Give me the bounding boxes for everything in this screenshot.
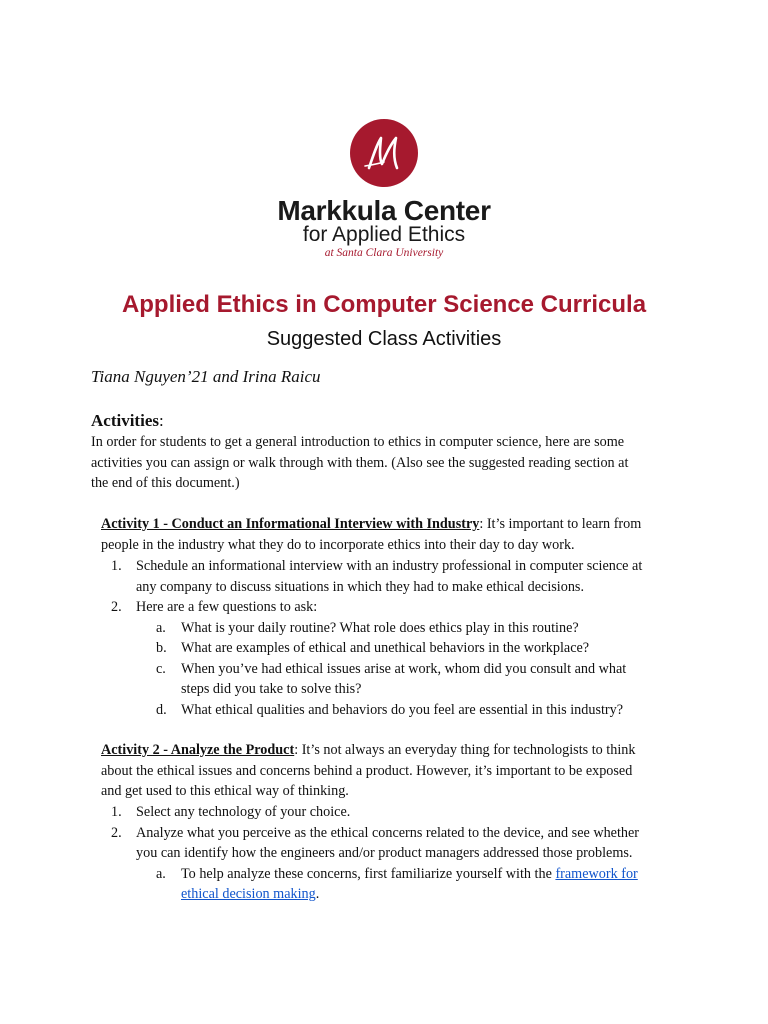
markkula-m-emblem-icon	[349, 118, 419, 188]
intro-line: the end of this document.)	[91, 475, 240, 491]
question-item: c. When you’ve had ethical issues arise at work, whom did you consult and what steps did you take to solve this?	[156, 660, 627, 697]
logo-subtitle: for Applied Ethics	[302, 223, 466, 246]
activity-2-list	[91, 802, 691, 905]
list-item: 2. Analyze what you perceive as the ethical concerns related to the device, and see whether you can identify how the engineers and/or product managers addressed those problems.	[111, 824, 640, 861]
logo-tagline: at Santa Clara University	[324, 247, 444, 259]
list-item: 2. Here are a few questions to ask:	[111, 599, 318, 615]
activity-1-intro: Activity 1 - Conduct an Informational Interview with Industry: It’s important to learn from people in the industry what they do to incorporate ethics into their day to day work.	[101, 516, 642, 553]
activities-heading: Activities:	[91, 411, 164, 430]
document-subtitle: Suggested Class Activities	[266, 328, 502, 350]
question-item: b. What are examples of ethical and unethical behaviors in the workplace?	[156, 640, 590, 656]
activity-1-title: Activity 1 - Conduct an Informational Interview with Industry	[101, 516, 480, 532]
logo-name: Markkula Center	[277, 195, 491, 226]
activity-2-title: Activity 2 - Analyze the Product	[101, 742, 295, 758]
activity-1-list	[91, 556, 691, 720]
question-item: a. What is your daily routine? What role does ethics play in this routine?	[156, 619, 579, 636]
framework-link-continued[interactable]: ethical decision making	[181, 886, 316, 902]
list-item: 1. Schedule an informational interview with an industry professional in computer science at any company to discuss situations in which they had to make ethical decisions.	[111, 558, 643, 595]
list-item: 1. Select any technology of your choice.	[111, 804, 351, 820]
authors: Tiana Nguyen’21 and Irina Raicu	[91, 367, 321, 386]
intro-line: In order for students to get a general introduction to ethics in computer science, here are some	[91, 434, 625, 450]
activity-2-intro: Activity 2 - Analyze the Product: It’s not always an everyday thing for technologists to think about the ethical issues and concerns behind a product. However, it’s important to be exposed and get used to this ethical way of thinking.	[101, 742, 636, 799]
sub-item: a. To help analyze these concerns, first familiarize yourself with the framework for ethical decision making.	[156, 865, 638, 902]
intro-paragraph	[91, 432, 691, 494]
intro-line: activities you can assign or walk through with them. (Also see the suggested reading section at	[91, 454, 629, 471]
document-title: Applied Ethics in Computer Science Curricula	[121, 291, 647, 318]
question-item: d. What ethical qualities and behaviors do you feel are essential in this industry?	[156, 701, 624, 718]
markkula-logo	[0, 118, 768, 259]
framework-link[interactable]: framework for	[555, 865, 638, 882]
